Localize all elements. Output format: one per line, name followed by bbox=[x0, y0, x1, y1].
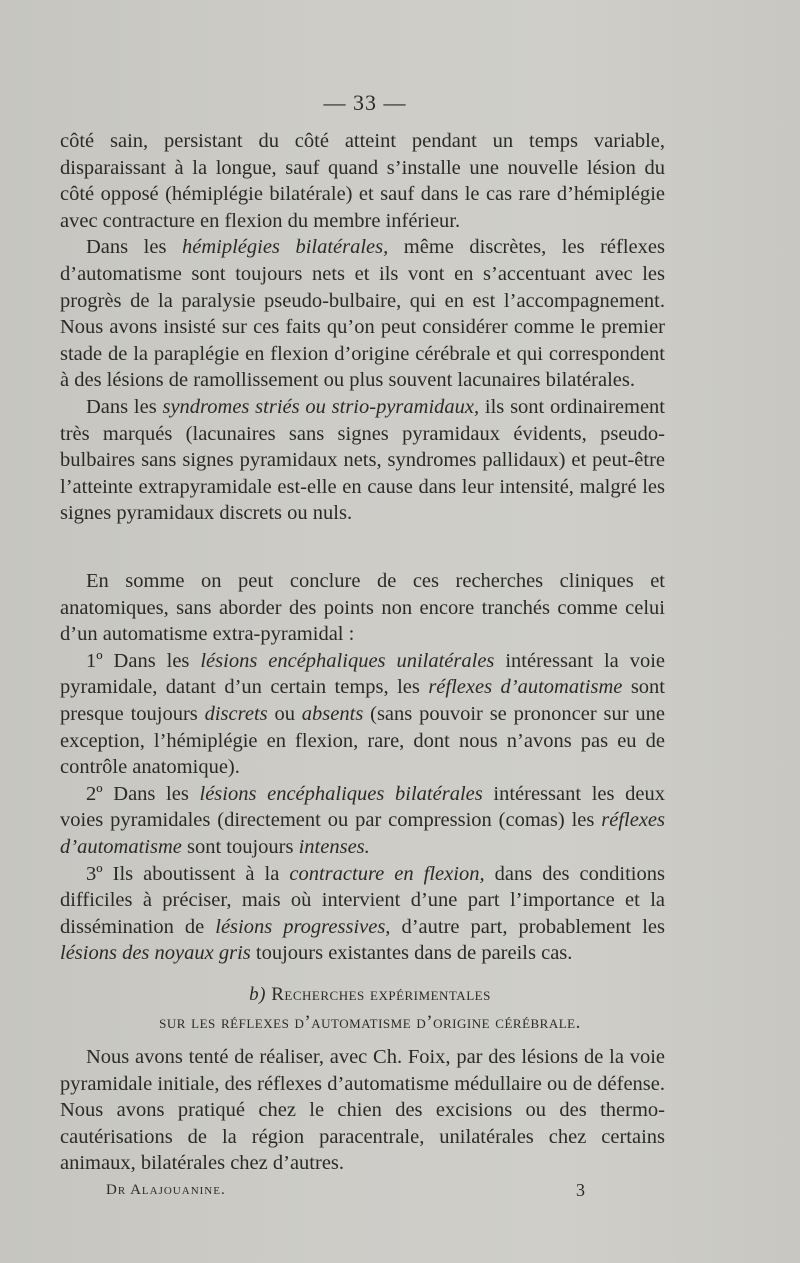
section-title: Recherches expérimentales bbox=[271, 984, 491, 1005]
italic-text: syndromes striés ou strio-pyramidaux, bbox=[162, 395, 480, 418]
body-text: sont presque toujours bbox=[60, 676, 665, 725]
text-block-experimental bbox=[60, 1044, 665, 1177]
section-heading-line1 bbox=[60, 980, 680, 1009]
page-number: — 33 — bbox=[323, 90, 407, 115]
section-heading-line2 bbox=[60, 1008, 680, 1037]
body-text: (sans pouvoir se prononcer sur une exception, l’hémiplégie en flexion, rare, dont nous n’avons pas eu de contrôle anatomique). bbox=[60, 702, 666, 779]
paragraph bbox=[60, 128, 665, 234]
italic-text: lésions encéphaliques bilatérales bbox=[199, 782, 483, 805]
body-text: En somme on peut conclure de ces recherches cliniques et anatomiques, sans aborder des points non encore tranchés comme celui d’un automatisme extra-pyramidal : bbox=[60, 570, 665, 646]
italic-text: contracture en flexion, bbox=[289, 862, 485, 885]
footer-author: Dr Alajouanine. bbox=[106, 1182, 226, 1198]
body-text: toujours existantes dans de pareils cas. bbox=[250, 942, 573, 965]
paragraph bbox=[60, 234, 665, 394]
italic-text: lésions progressives, bbox=[215, 915, 391, 938]
text-block-conclusions bbox=[60, 568, 665, 967]
paragraph bbox=[60, 568, 665, 648]
body-text: Dans les bbox=[86, 236, 182, 259]
italic-text: réflexes d’automatisme bbox=[60, 809, 665, 858]
body-text: même discrètes, les réflexes d’automatisme sont toujours nets et ils vont en s’accentuant avec les progrès de la paralysie pseudo-bulbaire, qui en est l’accompagnement. Nous avons insisté sur ces faits qu’on peut considérer comme le premier stade de la paraplégie en flexion d’origine cérébrale et qui correspondent à des lésions de ramollissement ou plus souvent lacunaires bilatérales. bbox=[60, 236, 665, 392]
italic-text: intenses. bbox=[298, 835, 370, 858]
text-block-top bbox=[60, 128, 665, 527]
italic-text: hémiplégies bilatérales, bbox=[181, 236, 389, 259]
section-letter: b) bbox=[249, 984, 266, 1005]
italic-text: absents bbox=[301, 702, 364, 725]
paragraph bbox=[60, 648, 665, 781]
body-text: ils sont ordinairement très marqués (lacunaires sans signes pyramidaux évidents, pseudo-bulbaires sans signes pyramidaux nets, syndromes pallidaux) et peut-être l’atteinte extrapyramidale est-elle en cause dans leur intensité, malgré les signes pyramidaux discrets ou nuls. bbox=[60, 395, 666, 525]
footer-signature-mark: 3 bbox=[576, 1180, 585, 1200]
italic-text: lésions des noyaux gris bbox=[60, 942, 251, 965]
italic-text: réflexes d’automatisme bbox=[428, 676, 623, 699]
body-text: ou bbox=[267, 702, 302, 725]
body-text: sont toujours bbox=[181, 835, 299, 858]
paragraph bbox=[60, 861, 665, 967]
paragraph bbox=[60, 394, 665, 527]
italic-text: discrets bbox=[204, 702, 268, 725]
body-text: intéressant la voie pyramidale, datant d’un certain temps, les bbox=[60, 649, 665, 699]
section-subtitle: sur les réflexes d’automatisme d’origine cérébrale. bbox=[159, 1012, 581, 1033]
body-text: 1º Dans les bbox=[86, 649, 201, 672]
body-text: d’autre part, probablement les bbox=[390, 915, 665, 938]
paragraph bbox=[60, 781, 665, 861]
body-text: dans des conditions difficiles à préciser, mais où intervient d’une part l’importance et la dissémination de bbox=[60, 862, 665, 938]
body-text: 2º Dans les bbox=[86, 782, 200, 805]
body-text: 3º Ils aboutissent à la bbox=[86, 862, 290, 885]
body-text: Dans les bbox=[86, 395, 163, 418]
body-text: côté sain, persistant du côté atteint pendant un temps variable, disparaissant à la longue, sauf quand s’installe une nouvelle lésion du côté opposé (hémiplégie bilatérale) et sauf dans le cas rare d’hémiplégie avec contracture en flexion du membre inférieur. bbox=[60, 130, 665, 232]
body-text: Nous avons tenté de réaliser, avec Ch. Foix, par des lésions de la voie pyramidale initiale, des réflexes d’automatisme médullaire ou de défense. Nous avons pratiqué chez le chien des excisions ou des thermo-cautérisations de la région paracentrale, unilatérales chez certains animaux, bilatérales chez d’autres. bbox=[60, 1046, 665, 1175]
body-text: intéressant les deux voies pyramidales (directement ou par compression (comas) les bbox=[60, 782, 665, 832]
italic-text: lésions encéphaliques unilatérales bbox=[200, 649, 495, 672]
paragraph bbox=[60, 1044, 665, 1177]
